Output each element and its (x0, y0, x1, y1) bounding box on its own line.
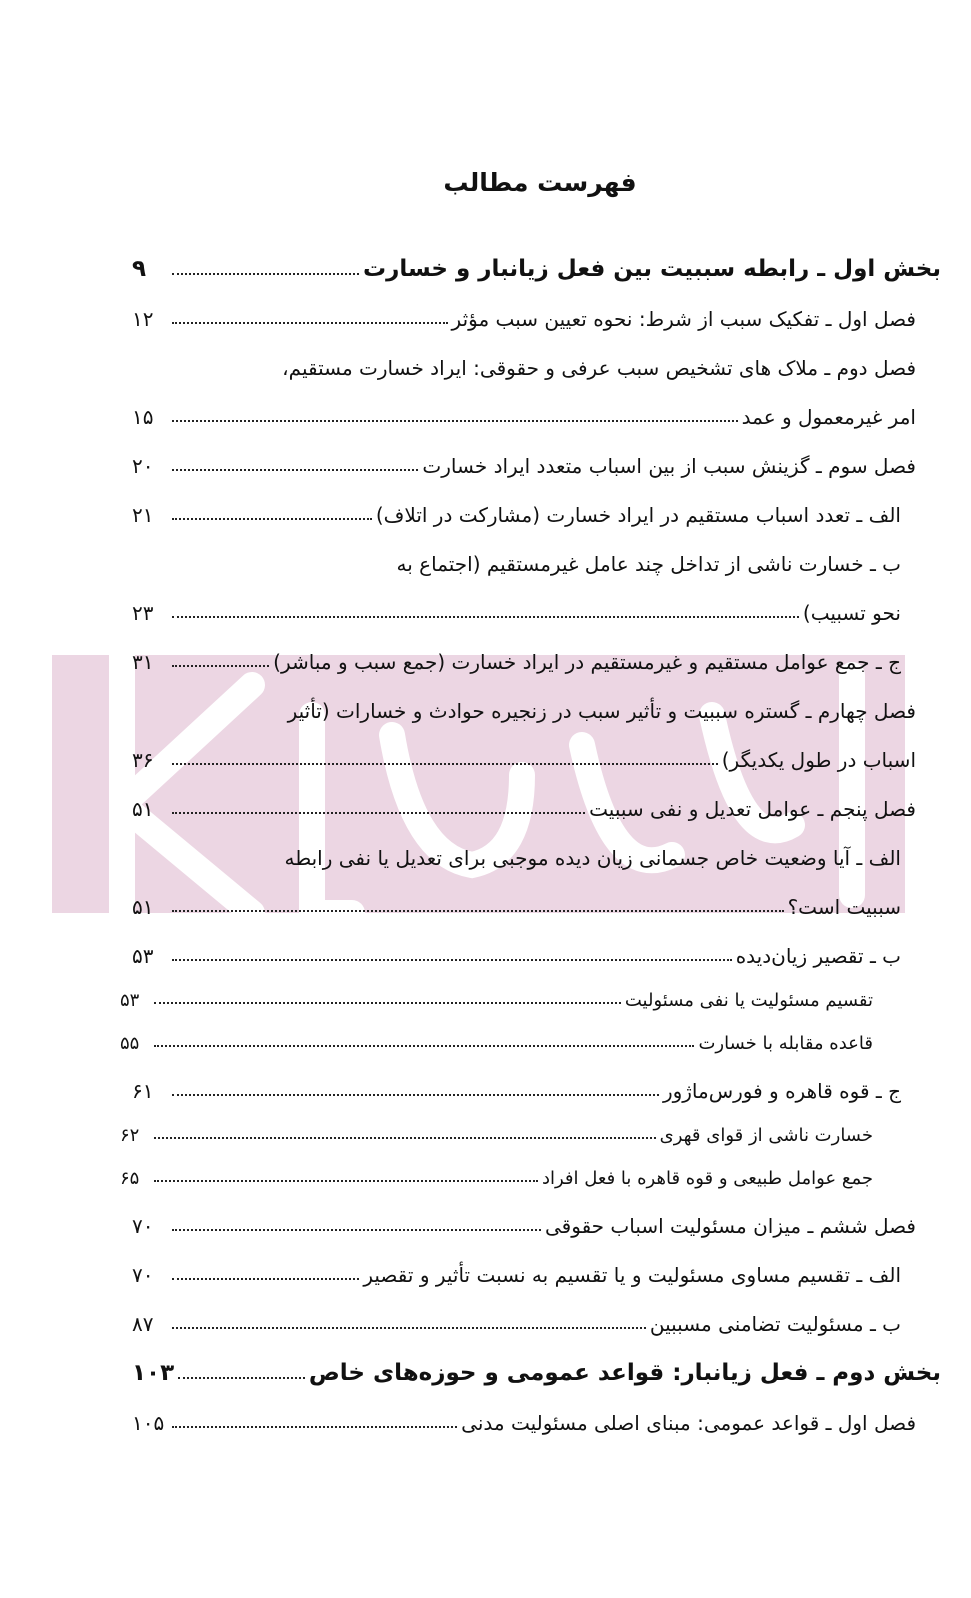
toc-entry-page-number: ۱۰۳ (132, 1360, 175, 1386)
toc-entry[interactable] (0, 968, 971, 1011)
toc-entry-title: خسارت ناشی از قوای قهری (659, 1125, 873, 1146)
toc-entry[interactable] (0, 1189, 971, 1238)
dot-leader (172, 1229, 541, 1231)
dot-leader (172, 1278, 359, 1280)
toc-entry-page-number: ۶۲ (120, 1125, 140, 1146)
toc-entry-title: الف ـ آیا وضعیت خاص جسمانی زیان دیده موجبی برای تعدیل یا نفی رابطه (284, 846, 901, 870)
page-title: فهرست مطالب (443, 168, 637, 197)
dot-leader (172, 1094, 659, 1096)
toc-entry-page-number: ۳۱ (132, 650, 154, 674)
dot-leader (172, 1327, 646, 1329)
toc-entry-page-number: ۱۰۵ (132, 1411, 165, 1435)
toc-entry-title: تقسیم مسئولیت یا نفی مسئولیت (624, 990, 873, 1011)
toc-entry-title: فصل اول ـ قواعد عمومی: مبنای اصلی مسئولیت مدنی (461, 1411, 916, 1435)
toc-entry-title: بخش دوم ـ فعل زیانبار: قواعد عمومی و حوزه‌های خاص (308, 1360, 941, 1386)
toc-entry[interactable] (0, 919, 971, 968)
toc-entry[interactable] (0, 1054, 971, 1103)
toc-entry-title: بخش اول ـ رابطه سببیت بین فعل زیانبار و خسارت (362, 256, 941, 282)
dot-leader (178, 1377, 305, 1379)
dot-leader (172, 616, 799, 618)
toc-entry-title: ج ـ قوه قاهره و فورس‌ماژور (662, 1079, 901, 1103)
toc-entry-title: امر غیرمعمول و عمد (741, 405, 916, 429)
dot-leader (172, 322, 448, 324)
toc-entry-title: فصل چهارم ـ گستره سببیت و تأثیر سبب در زنجیره حوادث و خسارات (تأثیر (287, 699, 916, 723)
toc-entry[interactable] (0, 576, 971, 625)
toc-entry-title: فصل اول ـ تفکیک سبب از شرط: نحوه تعیین سبب مؤثر (451, 307, 916, 331)
toc-entry[interactable] (0, 723, 971, 772)
toc-entry[interactable] (0, 625, 971, 674)
toc-entry[interactable] (0, 282, 971, 331)
toc-entry-page-number: ۲۰ (132, 454, 154, 478)
toc-entry-page-number: ۱۵ (132, 405, 154, 429)
toc-entry-page-number: ۷۰ (132, 1214, 154, 1238)
toc-entry-page-number: ۷۰ (132, 1263, 154, 1287)
dot-leader (172, 763, 718, 765)
table-of-contents (0, 232, 971, 1435)
toc-entry-title: ب ـ تقصیر زیان‌دیده (735, 944, 901, 968)
toc-entry-title: قاعده مقابله با خسارت (698, 1033, 873, 1054)
toc-entry[interactable] (0, 429, 971, 478)
toc-entry-title: ب ـ خسارت ناشی از تداخل چند عامل غیرمستقیم (اجتماع به (396, 552, 901, 576)
toc-entry[interactable] (0, 232, 971, 282)
dot-leader (172, 1426, 457, 1428)
toc-entry-title: فصل پنجم ـ عوامل تعدیل و نفی سببیت (589, 797, 916, 821)
toc-entry-title: اسباب در طول یکدیگر) (721, 748, 916, 772)
toc-entry-page-number: ۵۳ (120, 990, 140, 1011)
toc-entry-page-number: ۲۱ (132, 503, 154, 527)
toc-entry[interactable] (0, 1238, 971, 1287)
dot-leader (172, 812, 585, 814)
dot-leader (172, 910, 784, 912)
toc-entry[interactable] (0, 1287, 971, 1336)
toc-entry-title: الف ـ تقسیم مساوی مسئولیت و یا تقسیم به نسبت تأثیر و تقصیر (363, 1263, 901, 1287)
toc-entry-title: فصل دوم ـ ملاک های تشخیص سبب عرفی و حقوقی: ایراد خسارت مستقیم، (282, 356, 916, 380)
toc-entry[interactable] (0, 1011, 971, 1054)
toc-entry[interactable] (0, 821, 971, 870)
dot-leader (172, 665, 269, 667)
toc-entry-page-number: ۱۲ (132, 307, 154, 331)
toc-entry[interactable] (0, 772, 971, 821)
toc-entry[interactable] (0, 527, 971, 576)
toc-entry-page-number: ۸۷ (132, 1312, 154, 1336)
toc-entry-page-number: ۶۵ (120, 1168, 140, 1189)
toc-entry-title: الف ـ تعدد اسباب مستقیم در ایراد خسارت (مشارکت در اتلاف) (375, 503, 901, 527)
toc-entry-page-number: ۹ (132, 256, 147, 282)
dot-leader (172, 273, 359, 275)
toc-entry-title: سببیت است؟ (787, 895, 901, 919)
toc-entry-page-number: ۵۱ (132, 895, 154, 919)
toc-entry-page-number: ۶۱ (132, 1079, 154, 1103)
dot-leader (172, 959, 732, 961)
toc-entry[interactable] (0, 674, 971, 723)
toc-entry-title: جمع عوامل طبیعی و قوه قاهره با فعل افراد (541, 1168, 873, 1189)
dot-leader (154, 1137, 656, 1139)
dot-leader (154, 1045, 694, 1047)
toc-entry-page-number: ۵۱ (132, 797, 154, 821)
toc-entry[interactable] (0, 1336, 971, 1386)
toc-entry[interactable] (0, 331, 971, 380)
dot-leader (154, 1002, 621, 1004)
dot-leader (154, 1180, 538, 1182)
toc-entry-page-number: ۵۵ (120, 1033, 140, 1054)
toc-entry[interactable] (0, 478, 971, 527)
toc-entry-title: نحو تسبیب) (802, 601, 901, 625)
toc-entry[interactable] (0, 870, 971, 919)
dot-leader (172, 469, 418, 471)
toc-entry-page-number: ۲۳ (132, 601, 154, 625)
toc-entry[interactable] (0, 1146, 971, 1189)
toc-entry[interactable] (0, 1386, 971, 1435)
toc-entry-title: ج ـ جمع عوامل مستقیم و غیرمستقیم در ایراد خسارت (جمع سبب و مباشر) (273, 650, 901, 674)
toc-entry-title: فصل ششم ـ میزان مسئولیت اسباب حقوقی (545, 1214, 916, 1238)
toc-entry[interactable] (0, 1103, 971, 1146)
dot-leader (172, 420, 738, 422)
dot-leader (172, 518, 372, 520)
toc-entry-title: فصل سوم ـ گزینش سبب از بین اسباب متعدد ایراد خسارت (422, 454, 916, 478)
toc-entry[interactable] (0, 380, 971, 429)
toc-entry-page-number: ۵۳ (132, 944, 154, 968)
toc-entry-page-number: ۳۶ (132, 748, 154, 772)
toc-entry-title: ب ـ مسئولیت تضامنی مسببین (649, 1312, 901, 1336)
